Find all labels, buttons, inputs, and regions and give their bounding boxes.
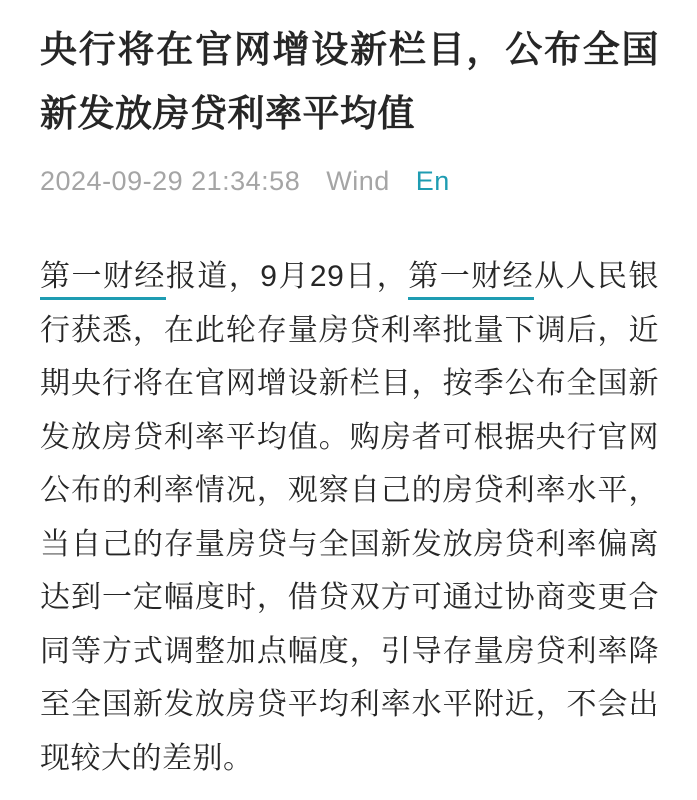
- yicai-link-2[interactable]: 第一财经: [408, 260, 534, 300]
- yicai-link-1[interactable]: 第一财经: [40, 260, 166, 300]
- language-toggle-en[interactable]: En: [415, 166, 450, 196]
- body-text-segment: 从人民银行获悉，在此轮存量房贷利率批量下调后，近期央行将在官网增设新栏目，按季公布全国新发放房贷利率平均值。购房者可根据央行官网公布的利率情况，观察自己的房贷利率水平，当自己的存量房贷与全国新发放房贷利率偏离达到一定幅度时，借贷双方可通过协商变更合同等方式调整加点幅度，引导存量房贷利率降至全国新发放房贷平均利率水平附近，不会出现较大的差别。: [40, 260, 660, 775]
- publish-datetime: 2024-09-29 21:34:58: [40, 166, 301, 196]
- article-meta-row: [40, 164, 659, 198]
- article-body: [40, 250, 659, 785]
- article-title: 央行将在官网增设新栏目，公布全国新发放房贷利率平均值: [40, 29, 659, 134]
- source-label: Wind: [326, 166, 390, 196]
- body-text-segment: 报道，9月29日，: [165, 260, 409, 293]
